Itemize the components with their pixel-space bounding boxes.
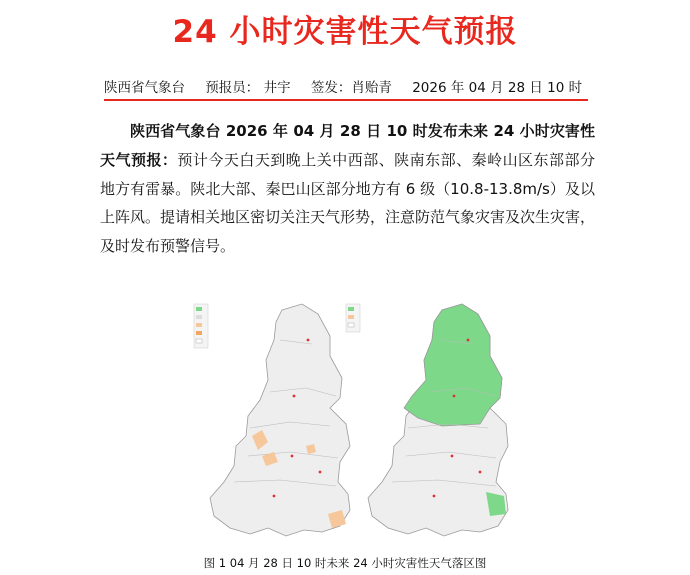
gale-map (346, 304, 508, 536)
forecast-body: 预计今天白天到晚上关中西部、陕南东部、秦岭山区东部部分地方有雷暴。陕北大部、秦巴山区部分地方有 6 级（10.8-13.8m/s）及以上阵风。提请相关地区密切关注天气形势，注意防范气象灾害及次生灾害，及时发布预警信号。 (100, 150, 596, 256)
forecast-lead: 陕西省气象台 2026 年 04 月 28 日 10 时发布未来 24 小时灾害性天气预报： (100, 122, 595, 169)
issue-info-line (104, 76, 588, 96)
signer: 签发：肖贻青 (310, 80, 392, 96)
figure-caption: 图 1 04 月 28 日 10 时未来 24 小时灾害性天气落区图 (203, 556, 487, 570)
issuing-org: 陕西省气象台 (104, 80, 185, 96)
page-title: 24 小时灾害性天气预报 (172, 14, 518, 50)
thunderstorm-map (194, 304, 350, 536)
forecaster: 预报员： 井宇 (205, 80, 291, 96)
issue-time: 2026 年 04 月 28 日 10 时 (412, 80, 583, 96)
forecast-maps-figure (190, 296, 510, 546)
forecast-paragraph (100, 117, 595, 261)
header-divider (104, 99, 588, 101)
